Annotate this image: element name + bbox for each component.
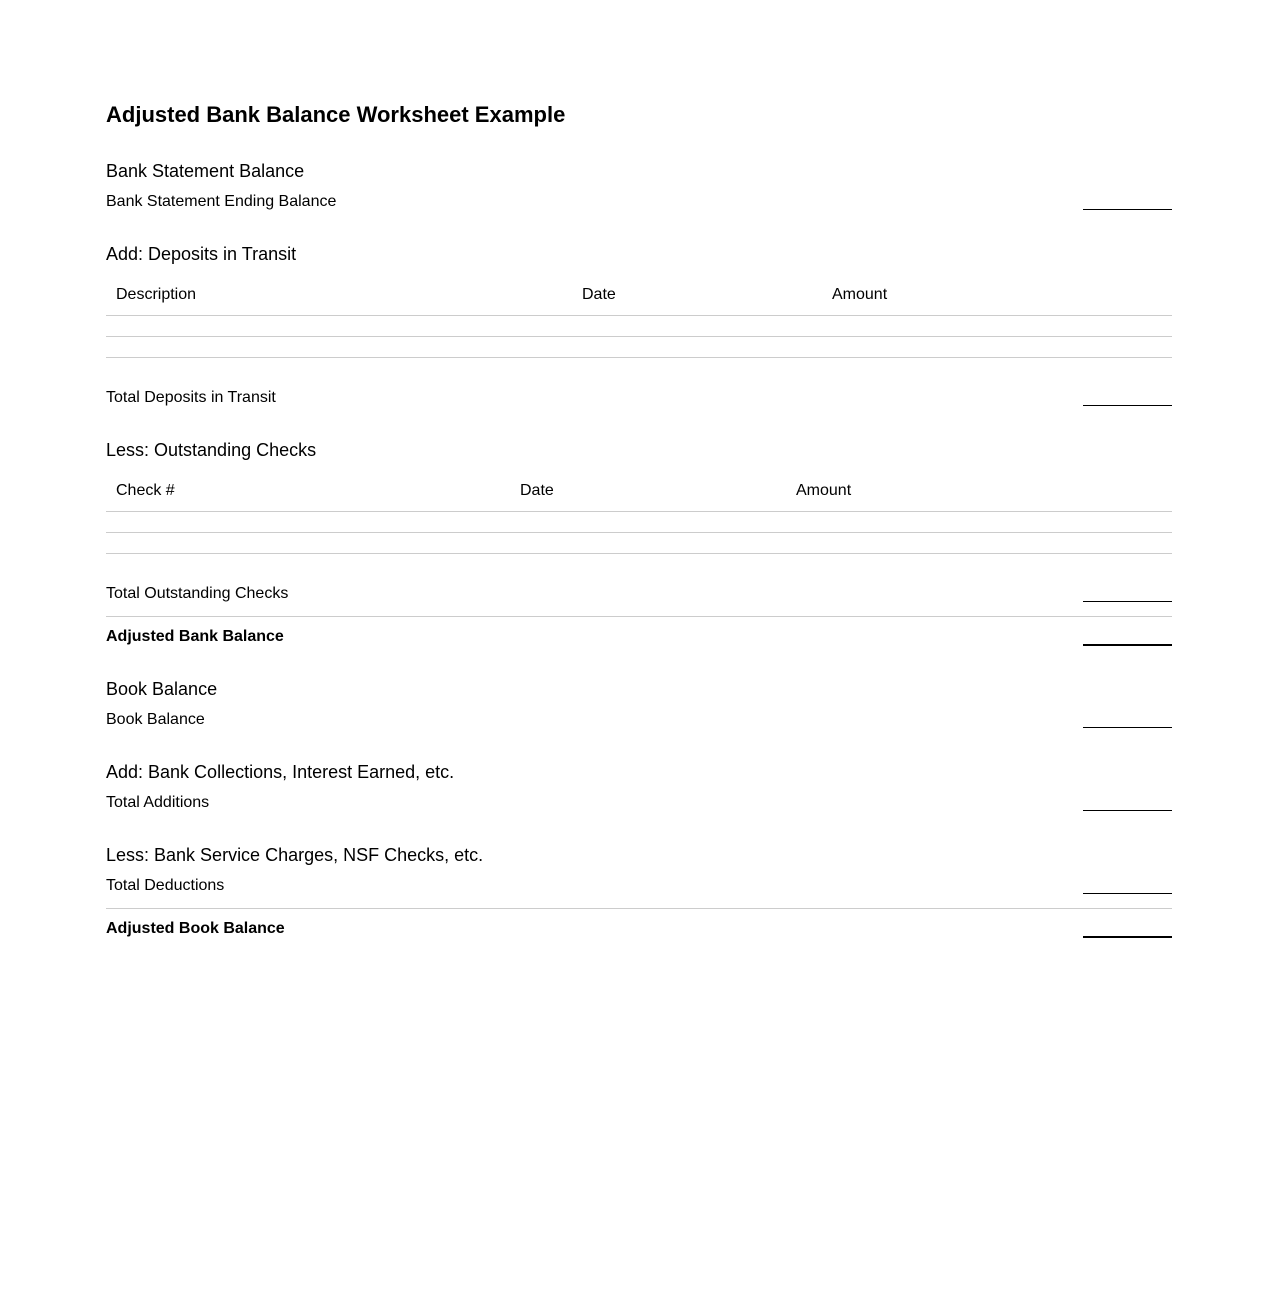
total-additions-label: Total Additions [106,794,210,811]
adjusted-book-balance-field[interactable] [1083,936,1172,938]
bank-statement-ending-balance-label: Bank Statement Ending Balance [106,193,337,210]
deductions-heading: Less: Bank Service Charges, NSF Checks, etc. [106,845,484,865]
adjusted-book-balance-row [106,919,1172,939]
page-title: Adjusted Bank Balance Worksheet Example [106,102,566,127]
total-deposits-field[interactable] [1083,405,1172,406]
book-balance-heading: Book Balance [106,679,218,699]
total-deductions-row [106,876,1172,896]
total-outstanding-checks-row [106,584,1172,604]
bank-statement-ending-balance-field[interactable] [1083,209,1172,210]
total-deductions-field[interactable] [1083,893,1172,894]
bank-statement-ending-balance-row [106,192,1172,212]
deposits-in-transit-heading: Add: Deposits in Transit [106,244,297,264]
table-row[interactable] [106,337,1172,358]
table-header [106,279,1172,316]
column-header-check-number: Check # [116,482,175,499]
deposits-in-transit-table [106,279,1172,358]
column-header-description: Description [116,286,197,303]
total-deposits-row [106,388,1172,408]
outstanding-checks-table [106,475,1172,554]
adjusted-bank-balance-label: Adjusted Bank Balance [106,628,284,645]
total-outstanding-checks-label: Total Outstanding Checks [106,585,289,602]
additions-heading: Add: Bank Collections, Interest Earned, etc. [106,762,455,782]
column-header-date: Date [520,482,554,499]
adjusted-book-balance-label: Adjusted Book Balance [106,920,285,937]
table-row[interactable] [106,533,1172,554]
book-balance-label: Book Balance [106,711,205,728]
total-outstanding-checks-field[interactable] [1083,601,1172,602]
book-balance-field[interactable] [1083,727,1172,728]
adjusted-bank-balance-row [106,627,1172,647]
outstanding-checks-heading: Less: Outstanding Checks [106,440,317,460]
total-deductions-label: Total Deductions [106,877,225,894]
divider [106,616,1172,617]
column-header-date: Date [582,286,616,303]
divider [106,908,1172,909]
bank-statement-heading: Bank Statement Balance [106,161,305,181]
table-row[interactable] [106,316,1172,337]
total-deposits-label: Total Deposits in Transit [106,389,276,406]
column-header-amount: Amount [832,286,888,303]
total-additions-row [106,793,1172,813]
adjusted-bank-balance-field[interactable] [1083,644,1172,646]
book-balance-row [106,710,1172,730]
column-header-amount: Amount [796,482,852,499]
table-row[interactable] [106,512,1172,533]
total-additions-field[interactable] [1083,810,1172,811]
table-header [106,475,1172,512]
